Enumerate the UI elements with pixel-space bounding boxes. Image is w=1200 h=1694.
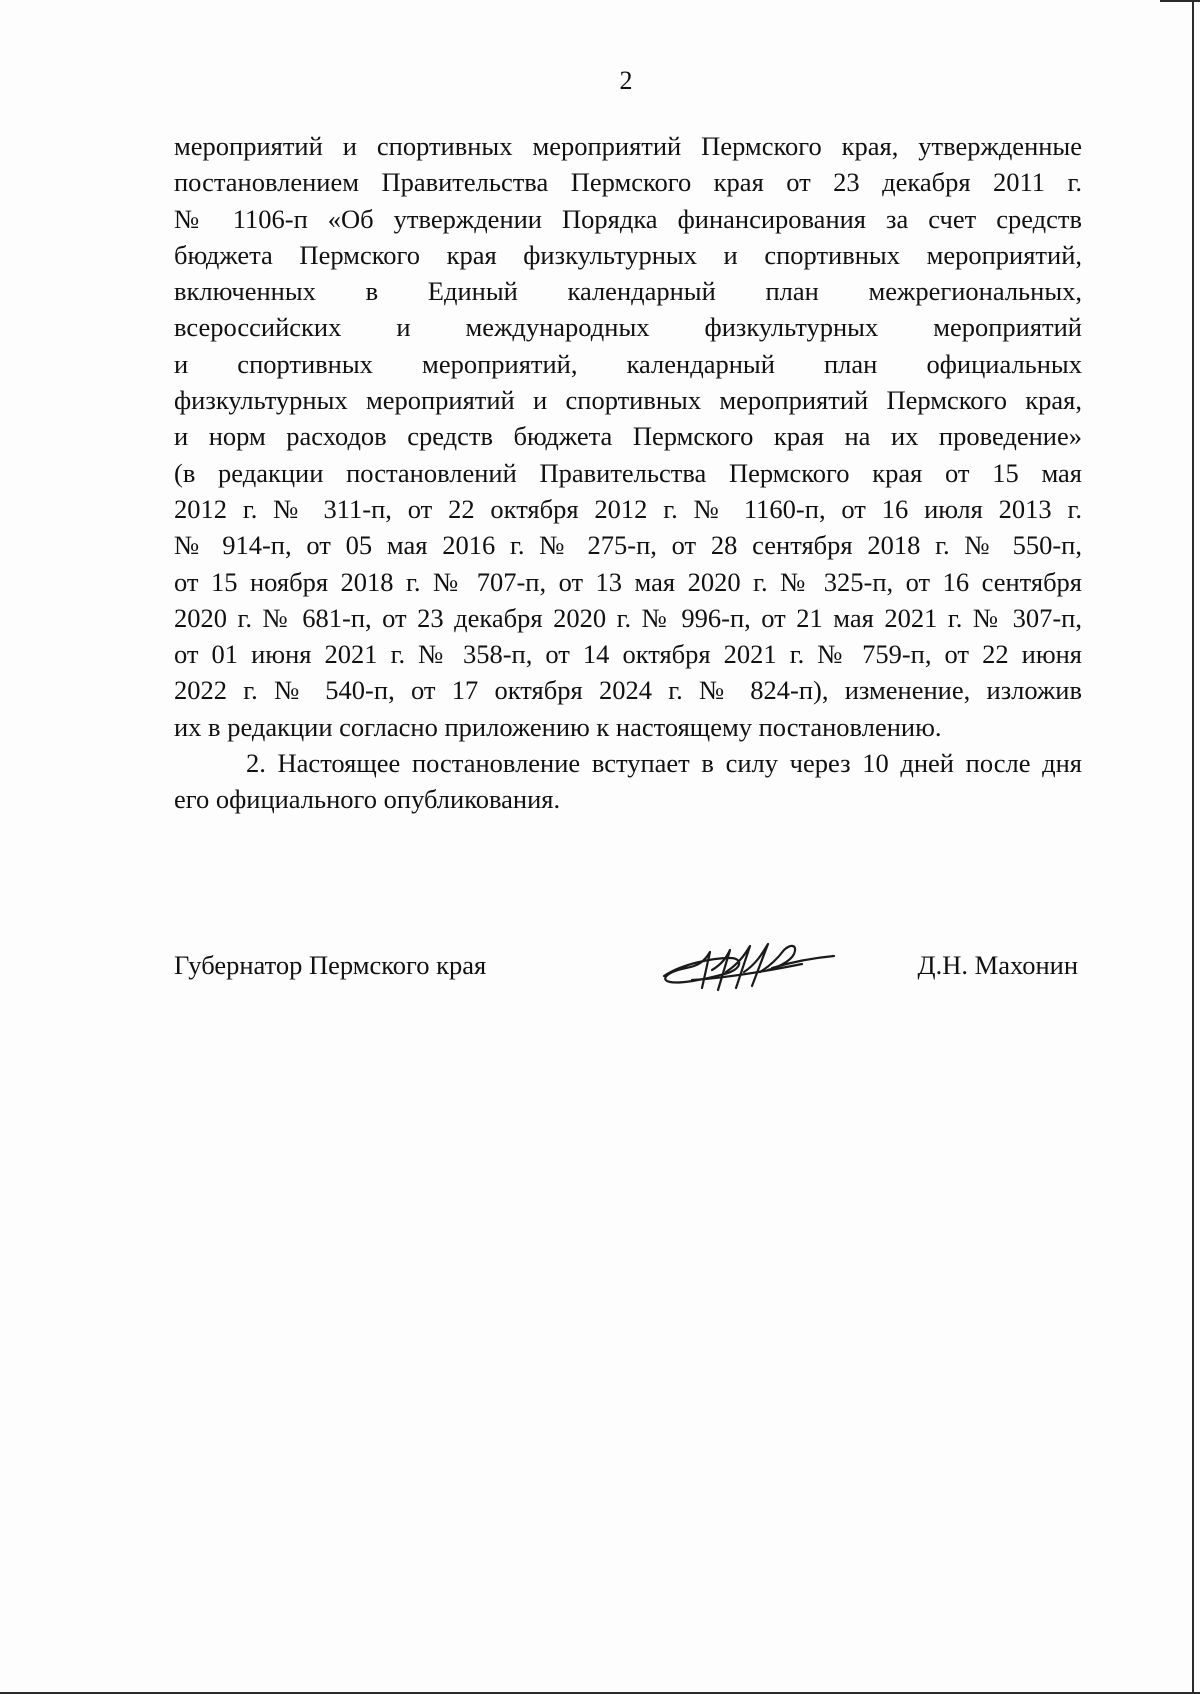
page-number: 2 xyxy=(619,66,633,95)
text-line: всероссийских и международных физкультурных мероприятий xyxy=(174,312,1082,343)
scan-edge xyxy=(1192,0,1194,1694)
text-line: № 1106-п «Об утверждении Порядка финансирования за счет средств xyxy=(174,203,1082,234)
text-line: от 15 ноября 2018 г. № 707-п, от 13 мая 2020 г. № 325-п, от 16 сентября xyxy=(174,566,1082,597)
document-body xyxy=(174,128,1082,818)
text-line: его официального опубликования. xyxy=(174,784,561,815)
text-line: включенных в Единый календарный план межрегиональных, xyxy=(174,276,1082,307)
text-line: бюджета Пермского края физкультурных и спортивных мероприятий, xyxy=(174,239,1082,270)
text-line: 2022 г. № 540-п, от 17 октября 2024 г. № 824-п), изменение, изложив xyxy=(174,675,1082,706)
text-line: 2020 г. № 681-п, от 23 декабря 2020 г. № 996-п, от 21 мая 2021 г. № 307-п, xyxy=(174,602,1082,633)
handwritten-signature xyxy=(652,928,842,1008)
text-line: мероприятий и спортивных мероприятий Пермского края, утвержденные xyxy=(174,131,1082,161)
paragraph-2 xyxy=(174,745,1082,818)
text-line: (в редакции постановлений Правительства Пермского края от 15 мая xyxy=(174,457,1082,488)
text-line: их в редакции согласно приложению к настоящему постановлению. xyxy=(174,711,942,742)
text-line: 2012 г. № 311-п, от 22 октября 2012 г. № 1160-п, от 16 июля 2013 г. xyxy=(174,493,1082,524)
paragraph-1 xyxy=(174,128,1082,745)
text-line: 2. Настоящее постановление вступает в силу через 10 дней после дня xyxy=(246,748,1082,779)
text-line: от 01 июня 2021 г. № 358-п, от 14 октября 2021 г. № 759-п, от 22 июня xyxy=(174,639,1082,670)
text-line: и норм расходов средств бюджета Пермского края на их проведение» xyxy=(174,421,1082,452)
text-line: физкультурных мероприятий и спортивных мероприятий Пермского края, xyxy=(174,385,1082,416)
text-line: постановлением Правительства Пермского края от 23 декабря 2011 г. xyxy=(174,167,1082,198)
scan-edge xyxy=(1160,0,1200,2)
text-line: и спортивных мероприятий, календарный план официальных xyxy=(174,348,1082,379)
signature-block xyxy=(174,950,1082,1010)
text-line: № 914-п, от 05 мая 2016 г. № 275-п, от 28 сентября 2018 г. № 550-п, xyxy=(174,530,1082,561)
signatory-position: Губернатор Пермского края xyxy=(174,950,487,980)
signatory-name: Д.Н. Махонин xyxy=(917,950,1078,980)
